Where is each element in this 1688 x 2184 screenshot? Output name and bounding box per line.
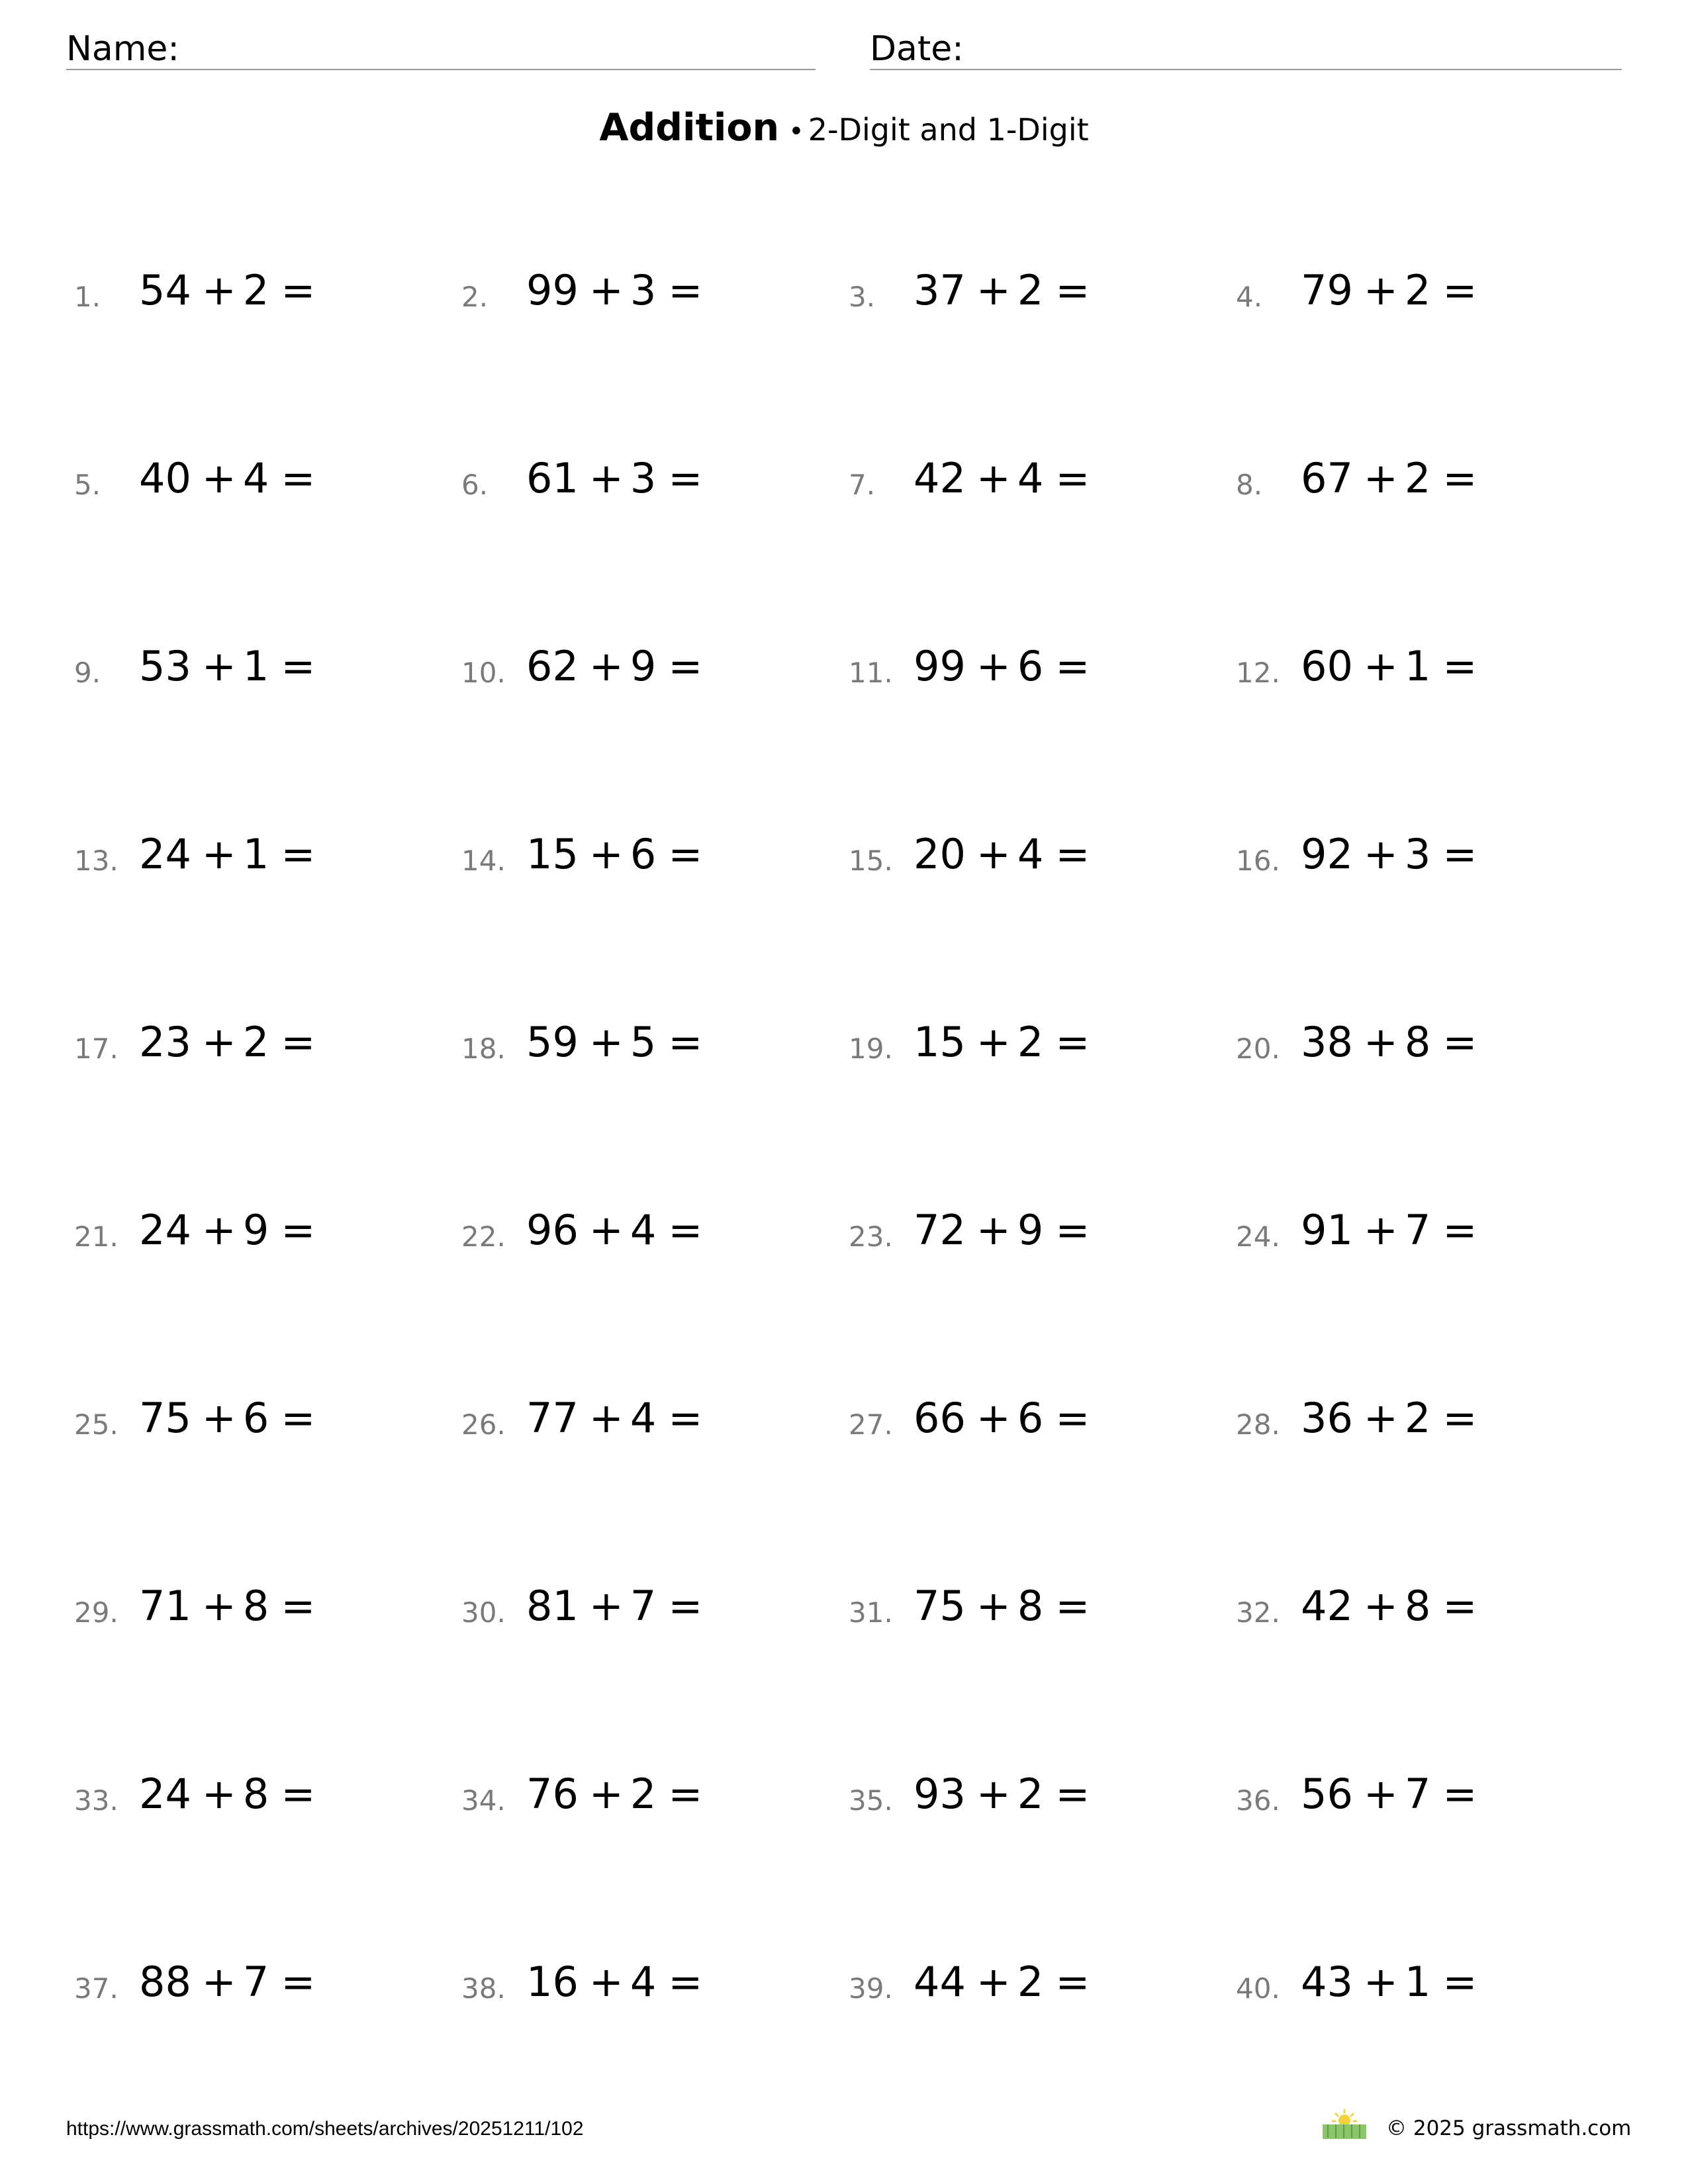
problem-number: 29. [74, 1596, 118, 1629]
problem-number: 27. [849, 1408, 893, 1441]
plus-sign: + [588, 454, 624, 502]
plus-sign: + [1363, 1206, 1398, 1254]
problem-expression [1301, 1958, 1477, 2006]
equals-sign: = [668, 1958, 703, 2006]
addend-2: 1 [242, 830, 269, 878]
equals-sign: = [1442, 830, 1477, 878]
plus-sign: + [588, 1018, 624, 1066]
equals-sign: = [1442, 1206, 1477, 1254]
plus-sign: + [201, 454, 236, 502]
plus-sign: + [1363, 1018, 1398, 1066]
problem-number: 4. [1236, 281, 1263, 313]
addend-2: 2 [1017, 1958, 1044, 2006]
addend-1: 23 [139, 1018, 191, 1066]
equals-sign: = [1055, 454, 1090, 502]
addend-1: 81 [526, 1582, 579, 1630]
addend-2: 1 [242, 642, 269, 690]
addend-1: 75 [914, 1582, 966, 1630]
plus-sign: + [588, 1770, 624, 1818]
equals-sign: = [1442, 1018, 1477, 1066]
addend-2: 2 [1404, 454, 1431, 502]
problem-number: 1. [74, 281, 101, 313]
problem-number: 36. [1236, 1784, 1280, 1817]
addend-2: 4 [1017, 454, 1044, 502]
problem-expression [1301, 266, 1477, 314]
problem-number: 40. [1236, 1972, 1280, 2005]
plus-sign: + [976, 1206, 1011, 1254]
addend-2: 4 [630, 1206, 657, 1254]
problem-expression [914, 1582, 1090, 1630]
problem-number: 6. [461, 469, 489, 501]
problem-number: 22. [461, 1220, 506, 1253]
addend-1: 20 [914, 830, 966, 878]
equals-sign: = [1055, 1018, 1090, 1066]
problem-expression [914, 454, 1090, 502]
plus-sign: + [588, 830, 624, 878]
name-label: Name: [66, 29, 179, 69]
addend-1: 40 [139, 454, 191, 502]
addend-1: 24 [139, 830, 191, 878]
problem-number: 9. [74, 657, 101, 689]
problem-number: 38. [461, 1972, 506, 2005]
plus-sign: + [588, 642, 624, 690]
problem-expression [526, 1206, 703, 1254]
addend-2: 8 [242, 1582, 269, 1630]
addend-2: 8 [1404, 1018, 1431, 1066]
plus-sign: + [976, 266, 1011, 314]
addend-2: 2 [242, 1018, 269, 1066]
title-main: Addition [599, 106, 780, 150]
problem-number: 10. [461, 657, 506, 689]
plus-sign: + [976, 1770, 1011, 1818]
addend-2: 3 [1404, 830, 1431, 878]
addend-1: 54 [139, 266, 191, 314]
addend-1: 15 [526, 830, 579, 878]
equals-sign: = [1055, 1582, 1090, 1630]
equals-sign: = [1055, 1958, 1090, 2006]
footer-copyright: © 2025 grassmath.com [1386, 2116, 1632, 2140]
equals-sign: = [1055, 642, 1090, 690]
addend-2: 9 [630, 642, 657, 690]
addend-1: 71 [139, 1582, 191, 1630]
addend-1: 43 [1301, 1958, 1353, 2006]
problem-expression [1301, 1206, 1477, 1254]
plus-sign: + [1363, 642, 1398, 690]
plus-sign: + [976, 1582, 1011, 1630]
addend-2: 8 [242, 1770, 269, 1818]
equals-sign: = [1442, 454, 1477, 502]
grass-sun-logo-icon [1321, 2109, 1368, 2140]
problem-number: 15. [849, 844, 893, 877]
addend-1: 77 [526, 1394, 579, 1442]
plus-sign: + [588, 266, 624, 314]
addend-2: 3 [630, 266, 657, 314]
addend-1: 24 [139, 1770, 191, 1818]
addend-2: 2 [242, 266, 269, 314]
problem-number: 35. [849, 1784, 893, 1817]
problem-expression [1301, 1394, 1477, 1442]
equals-sign: = [281, 1958, 316, 2006]
problem-number: 28. [1236, 1408, 1280, 1441]
addend-1: 88 [139, 1958, 191, 2006]
problem-expression [1301, 1770, 1477, 1818]
problem-number: 12. [1236, 657, 1280, 689]
equals-sign: = [281, 454, 316, 502]
problem-expression [526, 1394, 703, 1442]
equals-sign: = [1442, 642, 1477, 690]
addend-1: 59 [526, 1018, 579, 1066]
problem-number: 3. [849, 281, 876, 313]
problem-number: 2. [461, 281, 489, 313]
addend-1: 93 [914, 1770, 966, 1818]
problem-number: 16. [1236, 844, 1280, 877]
problem-expression [139, 1018, 316, 1066]
equals-sign: = [1055, 1770, 1090, 1818]
title-separator: • [788, 116, 804, 147]
plus-sign: + [201, 266, 236, 314]
addend-1: 75 [139, 1394, 191, 1442]
equals-sign: = [1442, 1958, 1477, 2006]
plus-sign: + [588, 1206, 624, 1254]
plus-sign: + [588, 1582, 624, 1630]
problem-expression [526, 642, 703, 690]
addend-2: 1 [1404, 642, 1431, 690]
plus-sign: + [201, 1770, 236, 1818]
plus-sign: + [976, 830, 1011, 878]
problem-expression [139, 1206, 316, 1254]
addend-2: 2 [1404, 266, 1431, 314]
problem-expression [139, 266, 316, 314]
problem-number: 13. [74, 844, 118, 877]
addend-2: 6 [630, 830, 657, 878]
equals-sign: = [668, 266, 703, 314]
addend-2: 2 [1017, 1770, 1044, 1818]
problem-expression [914, 1018, 1090, 1066]
addend-1: 42 [914, 454, 966, 502]
problem-expression [1301, 830, 1477, 878]
problem-number: 26. [461, 1408, 506, 1441]
problem-number: 19. [849, 1032, 893, 1065]
problem-expression [526, 454, 703, 502]
plus-sign: + [588, 1394, 624, 1442]
problem-expression [914, 1394, 1090, 1442]
addend-1: 53 [139, 642, 191, 690]
equals-sign: = [668, 642, 703, 690]
equals-sign: = [281, 830, 316, 878]
problem-expression [914, 1958, 1090, 2006]
equals-sign: = [1055, 266, 1090, 314]
addend-1: 36 [1301, 1394, 1353, 1442]
plus-sign: + [976, 1018, 1011, 1066]
problem-number: 14. [461, 844, 506, 877]
addend-2: 2 [1404, 1394, 1431, 1442]
equals-sign: = [1055, 1206, 1090, 1254]
addend-2: 5 [630, 1018, 657, 1066]
addend-2: 8 [1404, 1582, 1431, 1630]
equals-sign: = [281, 1206, 316, 1254]
addend-2: 7 [1404, 1206, 1431, 1254]
problem-expression [914, 830, 1090, 878]
problem-number: 7. [849, 469, 876, 501]
problem-number: 24. [1236, 1220, 1280, 1253]
addend-2: 3 [630, 454, 657, 502]
equals-sign: = [1442, 1394, 1477, 1442]
equals-sign: = [1055, 1394, 1090, 1442]
problem-number: 5. [74, 469, 101, 501]
problem-number: 17. [74, 1032, 118, 1065]
plus-sign: + [588, 1958, 624, 2006]
problem-expression [526, 1582, 703, 1630]
addend-2: 6 [1017, 642, 1044, 690]
plus-sign: + [976, 1394, 1011, 1442]
footer-url: https://www.grassmath.com/sheets/archives/20251211/102 [66, 2118, 584, 2140]
addend-2: 1 [1404, 1958, 1431, 2006]
plus-sign: + [201, 1582, 236, 1630]
addend-1: 24 [139, 1206, 191, 1254]
problem-number: 23. [849, 1220, 893, 1253]
addend-1: 56 [1301, 1770, 1353, 1818]
problem-expression [139, 1958, 316, 2006]
addend-2: 9 [1017, 1206, 1044, 1254]
problem-number: 25. [74, 1408, 118, 1441]
equals-sign: = [1442, 266, 1477, 314]
plus-sign: + [201, 1958, 236, 2006]
problem-number: 18. [461, 1032, 506, 1065]
addend-1: 38 [1301, 1018, 1353, 1066]
plus-sign: + [1363, 454, 1398, 502]
problem-expression [914, 1206, 1090, 1254]
equals-sign: = [668, 1770, 703, 1818]
plus-sign: + [201, 1018, 236, 1066]
equals-sign: = [668, 830, 703, 878]
addend-1: 76 [526, 1770, 579, 1818]
problem-number: 37. [74, 1972, 118, 2005]
equals-sign: = [281, 1018, 316, 1066]
equals-sign: = [1055, 830, 1090, 878]
plus-sign: + [1363, 1958, 1398, 2006]
addend-2: 8 [1017, 1582, 1044, 1630]
addend-1: 72 [914, 1206, 966, 1254]
date-label: Date: [870, 29, 964, 69]
problem-number: 34. [461, 1784, 506, 1817]
addend-2: 2 [1017, 266, 1044, 314]
addend-1: 44 [914, 1958, 966, 2006]
equals-sign: = [1442, 1582, 1477, 1630]
addend-2: 7 [242, 1958, 269, 2006]
plus-sign: + [976, 1958, 1011, 2006]
problem-expression [526, 1018, 703, 1066]
equals-sign: = [668, 1018, 703, 1066]
title-subtitle: 2-Digit and 1-Digit [808, 112, 1089, 148]
addend-1: 60 [1301, 642, 1353, 690]
addend-2: 9 [242, 1206, 269, 1254]
equals-sign: = [281, 642, 316, 690]
addend-1: 16 [526, 1958, 579, 2006]
problem-expression [526, 830, 703, 878]
problem-expression [139, 642, 316, 690]
plus-sign: + [1363, 266, 1398, 314]
addend-1: 67 [1301, 454, 1353, 502]
equals-sign: = [281, 1582, 316, 1630]
addend-1: 99 [526, 266, 579, 314]
addend-1: 61 [526, 454, 579, 502]
addend-1: 92 [1301, 830, 1353, 878]
plus-sign: + [1363, 1394, 1398, 1442]
plus-sign: + [1363, 1582, 1398, 1630]
problem-expression [526, 266, 703, 314]
addend-2: 6 [242, 1394, 269, 1442]
problem-number: 30. [461, 1596, 506, 1629]
problem-number: 8. [1236, 469, 1263, 501]
problem-number: 31. [849, 1596, 893, 1629]
equals-sign: = [668, 1206, 703, 1254]
addend-1: 37 [914, 266, 966, 314]
addend-2: 7 [1404, 1770, 1431, 1818]
problem-expression [139, 1394, 316, 1442]
equals-sign: = [1442, 1770, 1477, 1818]
problem-expression [914, 1770, 1090, 1818]
addend-1: 42 [1301, 1582, 1353, 1630]
problem-number: 39. [849, 1972, 893, 2005]
equals-sign: = [668, 1394, 703, 1442]
addend-2: 2 [630, 1770, 657, 1818]
addend-1: 79 [1301, 266, 1353, 314]
plus-sign: + [1363, 830, 1398, 878]
problem-expression [139, 454, 316, 502]
addend-1: 62 [526, 642, 579, 690]
problem-expression [1301, 1018, 1477, 1066]
addend-2: 7 [630, 1582, 657, 1630]
plus-sign: + [976, 454, 1011, 502]
addend-2: 4 [1017, 830, 1044, 878]
problem-expression [914, 266, 1090, 314]
plus-sign: + [1363, 1770, 1398, 1818]
addend-2: 4 [242, 454, 269, 502]
addend-1: 15 [914, 1018, 966, 1066]
plus-sign: + [976, 642, 1011, 690]
addend-2: 2 [1017, 1018, 1044, 1066]
problem-expression [139, 1582, 316, 1630]
addend-1: 91 [1301, 1206, 1353, 1254]
problem-number: 11. [849, 657, 893, 689]
problem-expression [1301, 454, 1477, 502]
problem-number: 20. [1236, 1032, 1280, 1065]
addend-1: 96 [526, 1206, 579, 1254]
problem-number: 32. [1236, 1596, 1280, 1629]
plus-sign: + [201, 830, 236, 878]
problem-expression [139, 1770, 316, 1818]
equals-sign: = [281, 266, 316, 314]
plus-sign: + [201, 1206, 236, 1254]
problem-expression [526, 1770, 703, 1818]
problem-expression [914, 642, 1090, 690]
plus-sign: + [201, 1394, 236, 1442]
problem-number: 33. [74, 1784, 118, 1817]
equals-sign: = [281, 1394, 316, 1442]
problem-expression [1301, 1582, 1477, 1630]
addend-2: 4 [630, 1394, 657, 1442]
addend-1: 66 [914, 1394, 966, 1442]
problem-expression [1301, 642, 1477, 690]
problem-number: 21. [74, 1220, 118, 1253]
problem-expression [526, 1958, 703, 2006]
plus-sign: + [201, 642, 236, 690]
addend-2: 6 [1017, 1394, 1044, 1442]
equals-sign: = [281, 1770, 316, 1818]
equals-sign: = [668, 454, 703, 502]
problem-expression [139, 830, 316, 878]
addend-2: 4 [630, 1958, 657, 2006]
addend-1: 99 [914, 642, 966, 690]
equals-sign: = [668, 1582, 703, 1630]
